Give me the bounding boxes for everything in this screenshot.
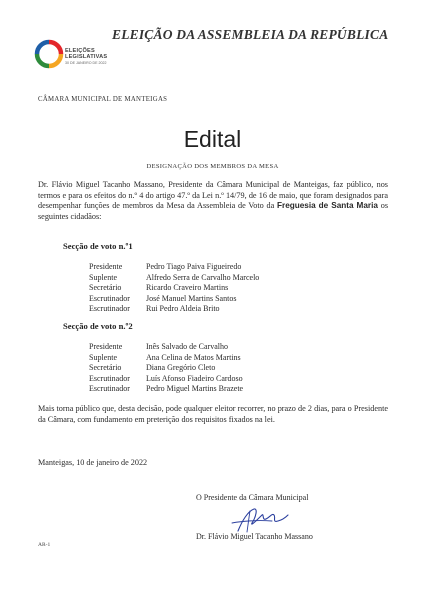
logo-text-elections: ELEIÇÕES [65, 48, 95, 54]
member-row [89, 304, 259, 315]
section-2-members [89, 342, 243, 395]
member-name: Ana Celina de Matos Martins [146, 352, 241, 362]
member-role: Presidente [89, 342, 123, 351]
member-role: Suplente [89, 352, 117, 362]
parish-name: Freguesia de Santa Maria [277, 201, 378, 210]
member-row [89, 384, 243, 395]
member-row [89, 262, 259, 273]
member-role: Escrutinador [89, 373, 130, 383]
handwritten-signature [228, 505, 292, 533]
intro-text-after: os seguintes cidadãos: [38, 201, 389, 221]
member-role: Secretário [89, 283, 122, 293]
intro-paragraph [38, 180, 388, 222]
member-row [89, 283, 259, 294]
member-row [89, 294, 259, 305]
member-row [89, 363, 243, 374]
intro-text-before: Dr. Flávio Miguel Tacanho Massano, Presidente da Câmara Municipal de Manteigas, faz público, nos termos e para os efeitos do n.º 4 do artigo 47.º da Lei n.º 14/79, de 16 de maio, que foram designados para desempenhar funções de membros da Mesa da Assembleia de Voto da [38, 180, 388, 210]
member-name: Rui Pedro Aldeia Brito [146, 304, 220, 314]
member-row [89, 342, 243, 353]
document-title: Edital [183, 126, 242, 152]
member-name: Diana Gregório Cleto [146, 363, 216, 373]
member-name: Pedro Miguel Martins Brazete [146, 384, 244, 394]
election-title: ELEIÇÃO DA ASSEMBLEIA DA REPÚBLICA [112, 27, 389, 42]
member-name: Inês Salvado de Carvalho [146, 342, 228, 351]
member-row [89, 353, 243, 364]
document-code: AR-1 [38, 542, 51, 548]
signatory-title: O Presidente da Câmara Municipal [196, 493, 309, 502]
member-name: Luís Afonso Fiadeiro Cardoso [146, 373, 243, 383]
member-name: José Manuel Martins Santos [146, 293, 237, 303]
member-role: Suplente [89, 272, 117, 282]
place-date: Manteigas, 10 de janeiro de 2022 [38, 458, 148, 467]
document-subtitle: DESIGNAÇÃO DOS MEMBROS DA MESA [146, 163, 279, 170]
signatory-name: Dr. Flávio Miguel Tacanho Massano [196, 532, 313, 541]
member-role: Escrutinador [89, 384, 130, 394]
member-role: Escrutinador [89, 293, 130, 303]
logo-text-date: 30 DE JANEIRO DE 2022 [65, 61, 107, 65]
member-name: Ricardo Craveiro Martins [146, 283, 229, 293]
elections-logo-icon [34, 39, 64, 69]
member-role: Secretário [89, 363, 122, 373]
section-1-heading: Secção de voto n.º1 [63, 241, 133, 251]
closing-paragraph: Mais torna público que, desta decisão, pode qualquer eleitor recorrer, no prazo de 2 dias, para o Presidente da Câmara, com fundamento em preterição dos requisitos fixados na lei. [38, 404, 388, 424]
member-role: Escrutinador [89, 304, 130, 314]
member-name: Pedro Tiago Paiva Figueiredo [146, 262, 242, 271]
logo-text-legislative: LEGISLATIVAS [65, 54, 108, 60]
member-role: Presidente [89, 262, 123, 271]
elections-logo [34, 39, 124, 71]
member-row [89, 374, 243, 385]
municipality-name: CÂMARA MUNICIPAL DE MANTEIGAS [38, 96, 168, 103]
member-name: Alfredo Serra de Carvalho Marcelo [146, 272, 260, 282]
section-2-heading: Secção de voto n.º2 [63, 321, 133, 331]
section-1-members [89, 262, 259, 315]
member-row [89, 273, 259, 284]
